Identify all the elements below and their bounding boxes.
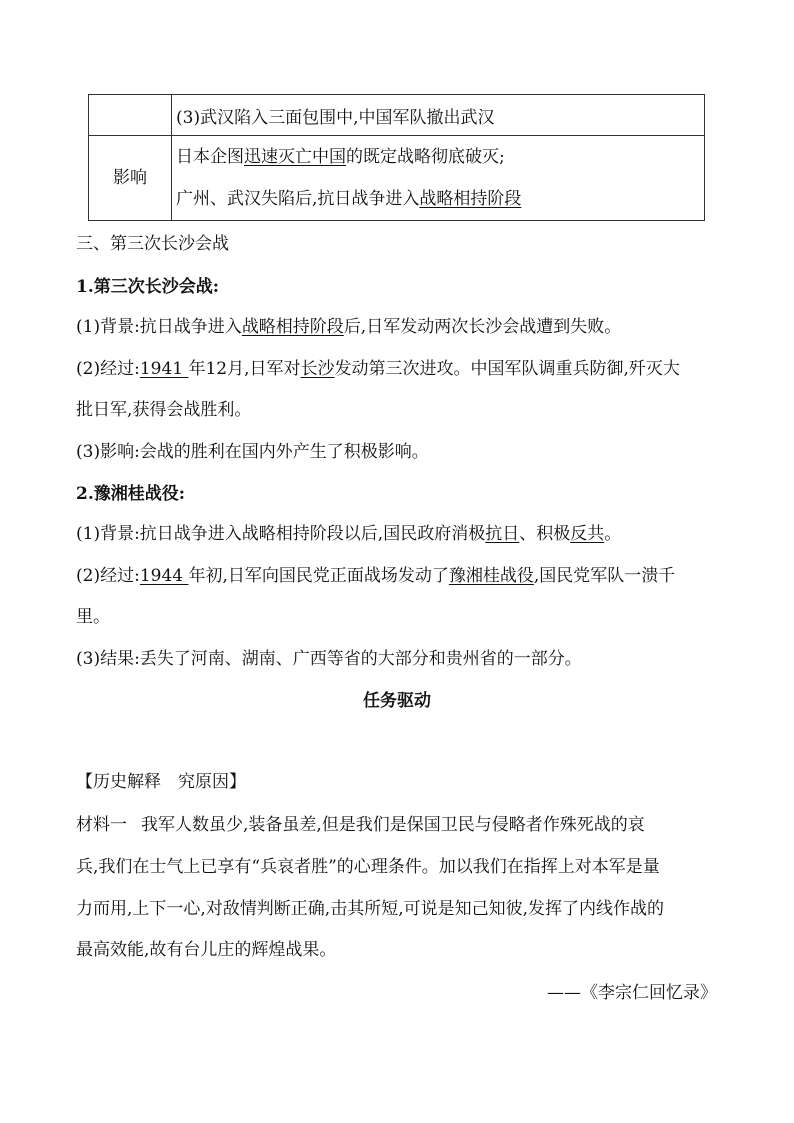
summary-table <box>88 94 705 221</box>
paragraph-process-2 <box>76 566 726 586</box>
table-label-impact: 影响 <box>89 136 172 221</box>
underlined-text: 豫湘桂战役 <box>448 566 534 586</box>
underlined-year: 1944 <box>139 566 189 586</box>
text: 发动第三次进攻。中国军队调重兵防御,歼灭大 <box>334 359 680 379</box>
table-cell-wuhan: (3)武汉陷入三面包围中,中国军队撤出武汉 <box>172 95 705 136</box>
text: 年初,日军向国民党正面战场发动了 <box>188 566 449 586</box>
text: 、积极 <box>519 524 571 544</box>
paragraph-impact: (3)影响:会战的胜利在国内外产生了积极影响。 <box>76 442 429 462</box>
table-row <box>89 95 705 136</box>
underlined-text: 战略相持阶段 <box>241 317 344 337</box>
paragraph-background <box>76 317 726 337</box>
subheading-yuxianggui: 2.豫湘桂战役: <box>76 484 186 504</box>
task-tag: 【历史解释 究原因】 <box>76 772 246 792</box>
text: 日本企图 <box>176 147 244 167</box>
material-line-1 <box>76 815 726 835</box>
paragraph-background-2 <box>76 524 726 544</box>
text: 广州、武汉失陷后,抗日战争进入 <box>176 189 420 209</box>
material-line-3: 力而用,上下一心,对敌情判断正确,击其所短,可说是知己知彼,发挥了内线作战的 <box>76 899 665 919</box>
paragraph-process <box>76 359 726 379</box>
underlined-year: 1941 <box>139 359 189 379</box>
text: 。 <box>604 524 622 544</box>
underlined-text: 反共 <box>570 524 605 544</box>
underlined-text: 抗日 <box>485 524 520 544</box>
text: 的既定战略彻底破灭; <box>346 147 505 167</box>
table-label-empty <box>89 95 172 136</box>
section-heading: 三、第三次长沙会战 <box>76 234 229 254</box>
subheading-changsha: 1.第三次长沙会战: <box>76 277 220 297</box>
text: (1)背景:抗日战争进入战略相持阶段以后,国民政府消极 <box>76 524 486 544</box>
text: ,国民党军队一溃千 <box>533 566 676 586</box>
material-line-4: 最高效能,故有台儿庄的辉煌战果。 <box>76 940 337 960</box>
impact-line-2 <box>176 178 700 220</box>
text: 年12月,日军对 <box>188 359 301 379</box>
paragraph-result: (3)结果:丢失了河南、湖南、广西等省的大部分和贵州省的一部分。 <box>76 649 582 669</box>
material-source: ——《李宗仁回忆录》 <box>547 983 717 1003</box>
table-row <box>89 136 705 221</box>
text: 后,日军发动两次长沙会战遭到失败。 <box>343 317 622 337</box>
underlined-text: 战略相持阶段 <box>419 189 522 209</box>
text: (2)经过: <box>76 359 140 379</box>
underlined-text: 长沙 <box>300 359 335 379</box>
paragraph-process-cont: 批日军,获得会战胜利。 <box>76 400 252 420</box>
underlined-text: 迅速灭亡中国 <box>244 147 346 167</box>
text: 我军人数虽少,装备虽差,但是我们是保国卫民与侵略者作殊死战的哀 <box>141 815 645 835</box>
text: (1)背景:抗日战争进入 <box>76 317 242 337</box>
material-line-2: 兵,我们在士气上已享有“兵哀者胜”的心理条件。加以我们在指挥上对本军是量 <box>76 857 660 877</box>
text: (2)经过: <box>76 566 140 586</box>
table-cell-impact <box>172 136 705 221</box>
material-label: 材料一 <box>76 815 127 835</box>
task-title: 任务驱动 <box>363 691 431 711</box>
impact-line-1 <box>176 136 700 178</box>
paragraph-process-2-cont: 里。 <box>76 607 110 627</box>
